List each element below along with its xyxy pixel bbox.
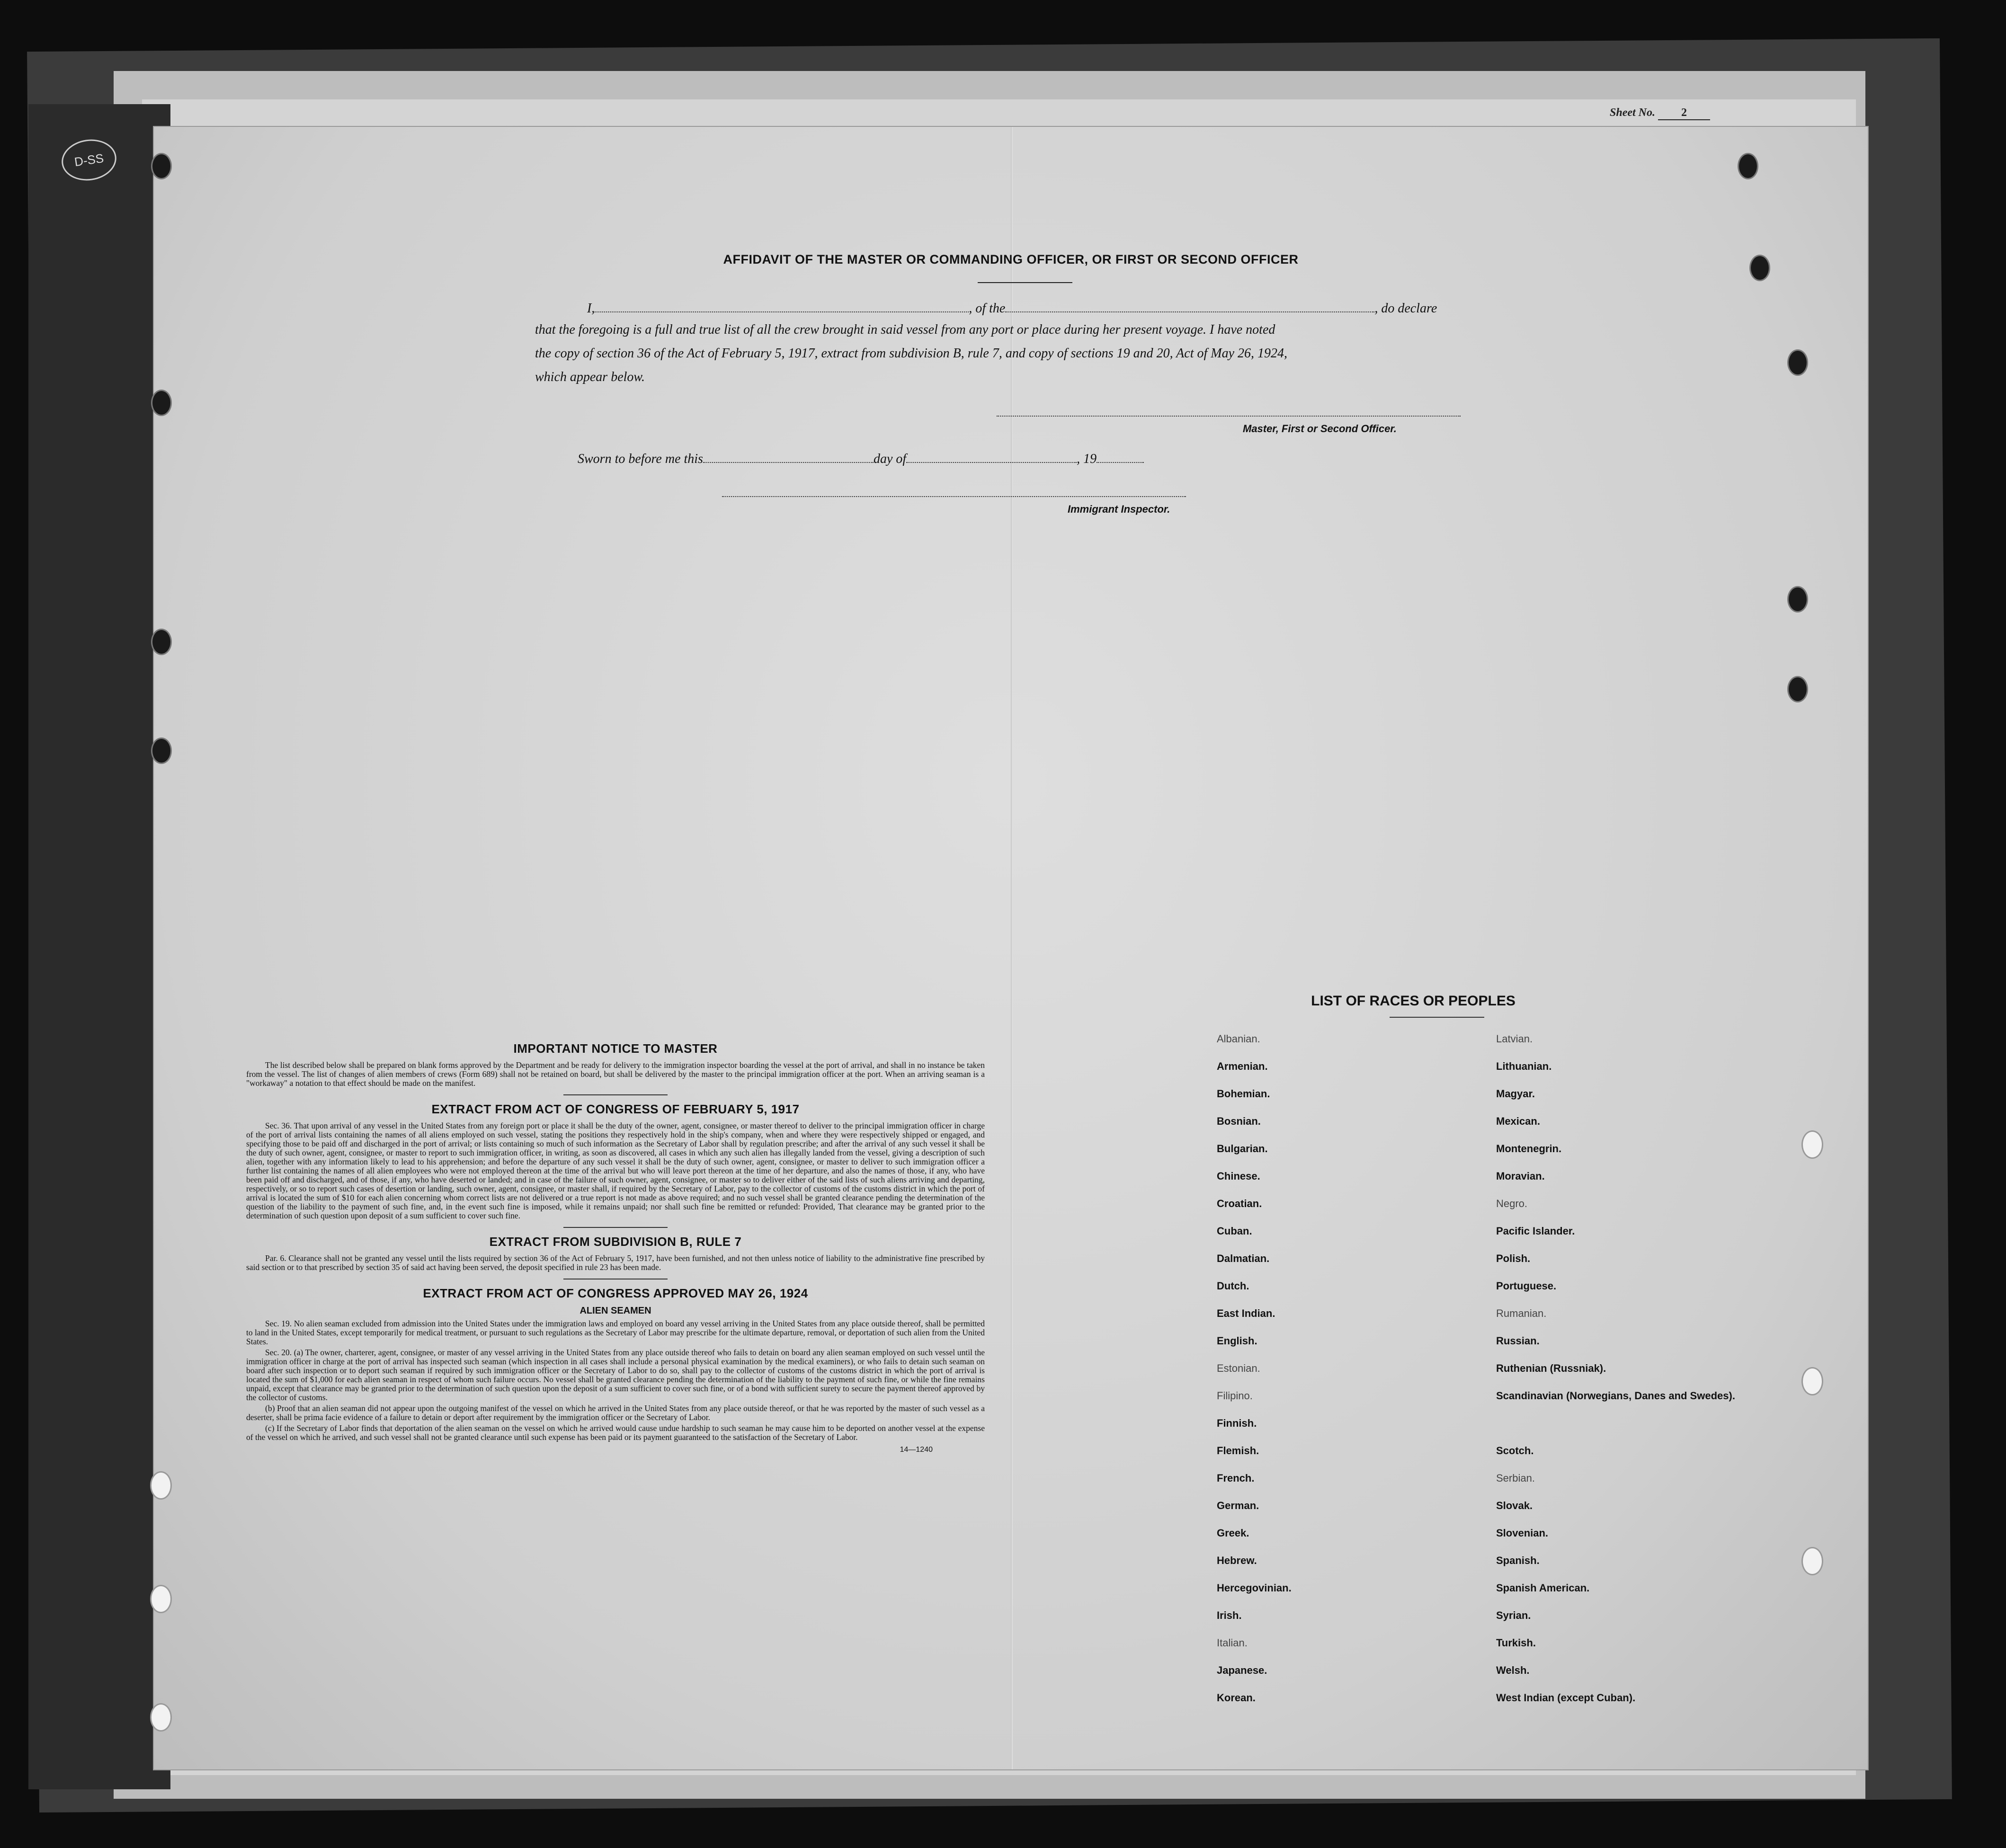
- act-1924-subtitle: ALIEN SEAMEN: [580, 1306, 651, 1316]
- race-item: Pacific Islander.: [1496, 1225, 1575, 1237]
- race-item: German.: [1217, 1500, 1259, 1511]
- race-item: Bulgarian.: [1217, 1143, 1268, 1155]
- sheet-number: [1610, 107, 1710, 120]
- race-item: East Indian.: [1217, 1307, 1275, 1319]
- race-item: Polish.: [1496, 1253, 1531, 1264]
- race-item: Magyar.: [1496, 1088, 1535, 1100]
- sec-20a-text: Sec. 20. (a) The owner, charterer, agent, consignee, or master of any vessel arriving in the United States from any place outside thereof who fails to detain on board any alien seaman employed on such vessel until the immigration officer in charge at the port of arrival has inspected such seaman (which inspection in all cases shall include a personal physical examination by the medical examiners), or who fails to detain such seaman on board after such inspection or to deport such seaman if required by such immigration officer or the Secretary of Labor to do so, shall pay to the collector of customs of the customs district in which the port of arrival is located the sum of $1,000 for each alien seaman in respect of whom such failure occurs. No vessel shall be granted clearance pending the determination of the liability to the payment of such fine, or while the fine remains unpaid, except that clearance may be granted prior to the determination of such question upon the deposit of a sum sufficient to cover such fine, or of a bond with sufficient surety to secure the payment thereof approved by the collector of customs.: [246, 1348, 985, 1402]
- race-item: Spanish American.: [1496, 1582, 1590, 1594]
- title-rule: [978, 282, 1072, 283]
- inspector-signature-line: [722, 496, 1186, 497]
- race-item: Finnish.: [1217, 1417, 1257, 1429]
- punch-hole: [151, 153, 172, 179]
- punch-hole: [151, 390, 172, 416]
- act-1917-text: Sec. 36. That upon arrival of any vessel in the United States from any foreign port or place it shall be the duty of the owner, agent, consignee, or master thereof to deliver to the principal immigration officer in charge of the port of arrival lists containing the names of all aliens employed on such vessel, stating the positions they respectively hold in the ship's company, when and where they were respectively shipped or engaged, and specifying those to be paid off and discharged in the port of arrival; or lists containing so much of such information as the Secretary of Labor shall by regulation prescribe; and after the arrival of any such vessel it shall be the duty of such owner, agent, consignee, or master to report to such immigration officer, in writing, as soon as discovered, all cases in which any such alien has illegally landed from the vessel, giving a description of such alien, together with any information likely to lead to his apprehension; and before the departure of any such vessel it shall be the duty of such owner, agent, consignee, or master to deliver to such immigration officer a further list containing the names of all alien employees who were not employed thereon at the time of the arrival but who will leave port thereon at the time of her departure, and also the names of those, if any, who have been paid off and discharged, and of those, if any, who have deserted or landed; and in case of the failure of such owner, agent, consignee, or master so to deliver either of the said lists of such aliens arriving and departing, respectively, or so to report such cases of desertion or landing, such owner, agent, consignee, or master shall, if required by the Secretary of Labor, pay to the collector of customs of the customs district in which the port of arrival is located the sum of $10 for each alien concerning whom correct lists are not delivered or a true report is not made as above required; and no such vessel shall be granted clearance pending the determination of the question of the liability to the payment of such fine, and, in the event such fine is imposed, while it remains unpaid; nor shall such fine be remitted or refunded: Provided, That clearance may be granted prior to the determination of such question upon deposit of a sum sufficient to cover such fine.: [246, 1121, 985, 1220]
- race-item: Korean.: [1217, 1692, 1256, 1704]
- race-item: Hercegovinian.: [1217, 1582, 1292, 1594]
- vessel-name-blank: [1005, 298, 1374, 312]
- race-item: Portuguese.: [1496, 1280, 1557, 1292]
- race-item: Slovenian.: [1496, 1527, 1549, 1539]
- race-item: Irish.: [1217, 1609, 1242, 1621]
- sworn-line: Sworn to before me this day of , 19: [578, 449, 1144, 467]
- race-item: Croatian.: [1217, 1198, 1262, 1209]
- race-item: Negro.: [1496, 1198, 1528, 1209]
- punch-hole: [1787, 676, 1808, 702]
- signature-line: [997, 416, 1461, 418]
- sworn-year-blank: [1097, 449, 1144, 463]
- race-item: Scandinavian (Norwegians, Danes and Swedes).: [1496, 1390, 1735, 1402]
- punch-hole: [1801, 1130, 1823, 1159]
- sworn-day-blank: [703, 449, 874, 463]
- race-item: Bosnian.: [1217, 1115, 1261, 1127]
- race-item: Italian.: [1217, 1637, 1248, 1649]
- notice-column: [246, 1036, 985, 1454]
- punch-hole: [1801, 1547, 1823, 1575]
- affidavit-line-3: the copy of section 36 of the Act of February 5, 1917, extract from subdivision B, rule 7, and copy of sections 19 and 20, Act of May 26, 1924,: [535, 346, 1288, 361]
- master-name-blank: [595, 298, 969, 312]
- punch-hole: [1738, 153, 1758, 179]
- punch-hole: [151, 737, 172, 764]
- section-rule: [563, 1227, 668, 1228]
- affidavit-line-4: which appear below.: [535, 370, 645, 384]
- race-item: Japanese.: [1217, 1664, 1267, 1676]
- race-item: Lithuanian.: [1496, 1060, 1552, 1072]
- races-title-rule: [1390, 1017, 1484, 1018]
- punch-hole: [151, 629, 172, 655]
- race-item: Moravian.: [1496, 1170, 1545, 1182]
- center-fold: [1011, 127, 1013, 1769]
- race-item: Greek.: [1217, 1527, 1249, 1539]
- race-item: Dutch.: [1217, 1280, 1249, 1292]
- race-item: Dalmatian.: [1217, 1253, 1270, 1264]
- race-item: Montenegrin.: [1496, 1143, 1562, 1155]
- sheet-number-label: Sheet No.: [1610, 107, 1655, 119]
- punch-hole: [1787, 586, 1808, 613]
- races-right-column: [1496, 1033, 1785, 1720]
- races-title: LIST OF RACES OR PEOPLES: [1311, 993, 1516, 1009]
- sec-19-text: Sec. 19. No alien seaman excluded from admission into the United States under the immigration laws and employed on board any vessel arriving in the United States from any place outside thereof, shall be permitted to land in the United States, except temporarily for medical treatment, or pursuant to such regulations as the Secretary of Labor may prescribe for the ultimate departure, removal, or deportation of such alien from the United States.: [246, 1319, 985, 1346]
- punch-hole: [1801, 1367, 1823, 1395]
- punch-hole: [1787, 349, 1808, 376]
- race-item: Welsh.: [1496, 1664, 1530, 1676]
- sec-20c-text: (c) If the Secretary of Labor finds that deportation of the alien seaman on the vessel on which he arrived would cause undue hardship to such seaman he may cause him to be deported on another vessel at the expense of the vessel on which he arrived, and such vessel shall not be granted clearance until such expense has been paid or its payment guaranteed to the satisfaction of the Secretary of Labor.: [246, 1423, 985, 1442]
- race-item: Ruthenian (Russniak).: [1496, 1362, 1606, 1374]
- race-item: Mexican.: [1496, 1115, 1540, 1127]
- act-1924-title: EXTRACT FROM ACT OF CONGRESS APPROVED MAY 26, 1924: [423, 1286, 808, 1300]
- rule-7-title: EXTRACT FROM SUBDIVISION B, RULE 7: [489, 1235, 742, 1249]
- punch-hole: [150, 1471, 172, 1500]
- race-item: English.: [1217, 1335, 1257, 1347]
- signature-label: Master, First or Second Officer.: [1243, 423, 1397, 435]
- punch-hole: [150, 1703, 172, 1732]
- sworn-month-blank: [906, 449, 1077, 463]
- races-list: [1217, 1033, 1785, 1720]
- form-number: 14—1240: [900, 1446, 933, 1454]
- inspector-label: Immigrant Inspector.: [1068, 503, 1170, 515]
- race-item: Armenian.: [1217, 1060, 1268, 1072]
- section-rule: [563, 1094, 668, 1095]
- race-item: Flemish.: [1217, 1445, 1259, 1457]
- affidavit-line-2: that the foregoing is a full and true list of all the crew brought in said vessel from any port or place during her present voyage. I have noted: [535, 322, 1275, 337]
- race-item: Chinese.: [1217, 1170, 1260, 1182]
- rule-7-text: Par. 6. Clearance shall not be granted any vessel until the lists required by section 36 of the Act of February 5, 1917, have been furnished, and not then unless notice of liability to the administrative fine prescribed by said section or to that prescribed by section 35 of said act having been served, the deposit specified in rule 23 has been made.: [246, 1253, 985, 1272]
- race-item: West Indian (except Cuban).: [1496, 1692, 1636, 1704]
- race-item: Spanish.: [1496, 1555, 1540, 1566]
- affidavit-title: AFFIDAVIT OF THE MASTER OR COMMANDING OFFICER, OR FIRST OR SECOND OFFICER: [723, 252, 1299, 267]
- race-item: Hebrew.: [1217, 1555, 1257, 1566]
- races-left-column: [1217, 1033, 1496, 1720]
- race-item: Syrian.: [1496, 1609, 1531, 1621]
- punch-hole: [150, 1585, 172, 1613]
- race-item: Scotch.: [1496, 1445, 1534, 1457]
- race-item: Albanian.: [1217, 1033, 1260, 1045]
- manifest-page: [154, 127, 1868, 1769]
- sheet-number-value: 2: [1658, 107, 1710, 120]
- race-item: Cuban.: [1217, 1225, 1252, 1237]
- race-item: Russian.: [1496, 1335, 1540, 1347]
- affidavit-line-1: I, , of the , do declare: [587, 298, 1437, 316]
- notice-title: IMPORTANT NOTICE TO MASTER: [513, 1041, 718, 1056]
- race-item: Rumanian.: [1496, 1307, 1547, 1319]
- sec-20b-text: (b) Proof that an alien seaman did not appear upon the outgoing manifest of the vessel on which he arrived in the United States from any place outside thereof, or that he was reported by the master of such vessel as a deserter, shall be prima facie evidence of a failure to detain or deport after requirement by the immigration officer or the Secretary of Labor.: [246, 1404, 985, 1422]
- act-1917-title: EXTRACT FROM ACT OF CONGRESS OF FEBRUARY 5, 1917: [431, 1102, 800, 1116]
- race-item: Filipino.: [1217, 1390, 1253, 1402]
- notice-text: The list described below shall be prepared on blank forms approved by the Department and be ready for delivery to the immigration inspector boarding the vessel at the port of arrival, and shall in no instance be taken from the vessel. The list of changes of alien members of crews (Form 689) shall not be retained on board, but shall be delivered by the master to the principal immigration officer at the port. When an arriving seaman is a "workaway" a notation to that effect should be made on the manifest.: [246, 1060, 985, 1088]
- margin-note-stamp: D-SS: [59, 136, 119, 184]
- race-item: Turkish.: [1496, 1637, 1536, 1649]
- race-item: Latvian.: [1496, 1033, 1533, 1045]
- race-item: Slovak.: [1496, 1500, 1533, 1511]
- race-item: Estonian.: [1217, 1362, 1260, 1374]
- race-item: Serbian.: [1496, 1472, 1535, 1484]
- race-item: French.: [1217, 1472, 1255, 1484]
- left-binding-strip: [28, 104, 170, 1789]
- race-item: Bohemian.: [1217, 1088, 1270, 1100]
